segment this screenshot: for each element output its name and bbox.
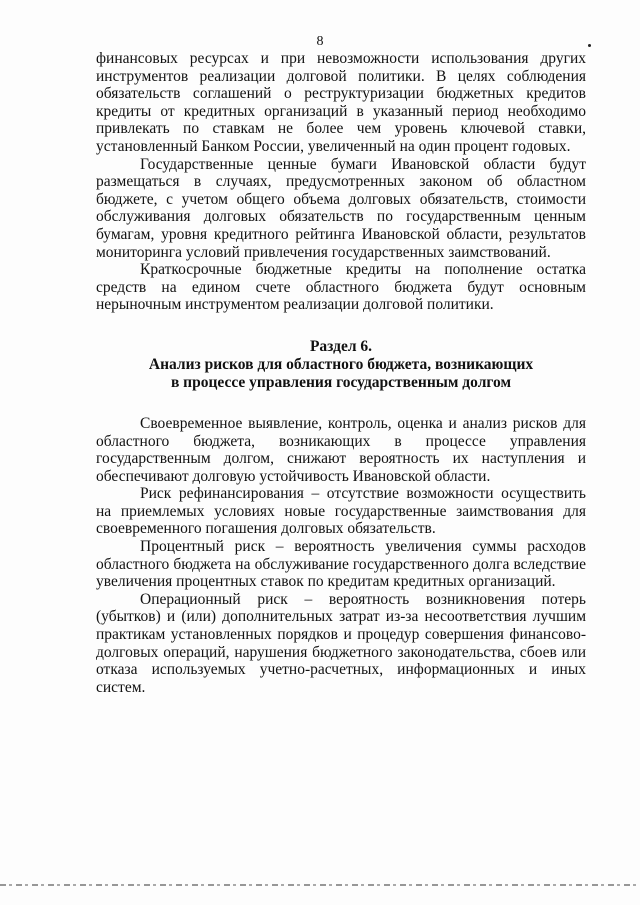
paragraph-operational-risk: Операционный риск – вероятность возникновения потерь (убытков) и (или) дополнительных затрат из-за несоответствия лучшим практикам установленных порядков и процедур совершения финансово-долговых операций, нарушения бюджетного законодательства, сбоев или отказа используемых учетно-расчетных, информационных и иных систем.	[96, 590, 586, 696]
scan-artifact-line	[0, 884, 640, 886]
scan-speck	[588, 44, 591, 47]
section-heading	[96, 338, 586, 392]
section-label: Раздел 6.	[309, 337, 373, 355]
paragraph-short-term-credits: Краткосрочные бюджетные кредиты на пополнение остатка средств на едином счете областного бюджета будут основным нерыночным инструментом реализации долговой политики.	[96, 261, 586, 314]
paragraph-refinancing-risk: Риск рефинансирования – отсутствие возможности осуществить на приемлемых условиях новые государственные заимствования для своевременного погашения долговых обязательств.	[96, 485, 586, 538]
paragraph-interest-risk: Процентный риск – вероятность увеличения суммы расходов областного бюджета на обслуживание государственного долга вследствие увеличения процентных ставок по кредитам кредитных организаций.	[96, 538, 586, 591]
paragraph-continuation: финансовых ресурсах и при невозможности использования других инструментов реализации долговой политики. В целях соблюдения обязательств соглашений о реструктуризации бюджетных кредитов кредиты от кредитных организаций в указанный период необходимо привлекать по ставкам не более чем уровень ключевой ставки, установленный Банком России, увеличенный на один процент годовых.	[96, 50, 586, 155]
page-number: 8	[316, 34, 324, 49]
document-body	[96, 50, 586, 696]
section-title-line1: Анализ рисков для областного бюджета, возникающих	[148, 355, 534, 373]
paragraph-risk-analysis: Своевременное выявление, контроль, оценка и анализ рисков для областного бюджета, возникающих в процессе управления государственным долгом, снижают вероятность их наступления и обеспечивают долговую устойчивость Ивановской области.	[96, 414, 586, 485]
paragraph-securities: Государственные ценные бумаги Ивановской области будут размещаться в случаях, предусмотренных законом об областном бюджете, с учетом общего объема долговых обязательств, стоимости обслуживания долговых обязательств по государственным ценным бумагам, уровня кредитного рейтинга Ивановской области, результатов мониторинга условий привлечения государственных заимствований.	[96, 155, 586, 261]
section-title-line2: в процессе управления государственным долгом	[170, 373, 512, 391]
